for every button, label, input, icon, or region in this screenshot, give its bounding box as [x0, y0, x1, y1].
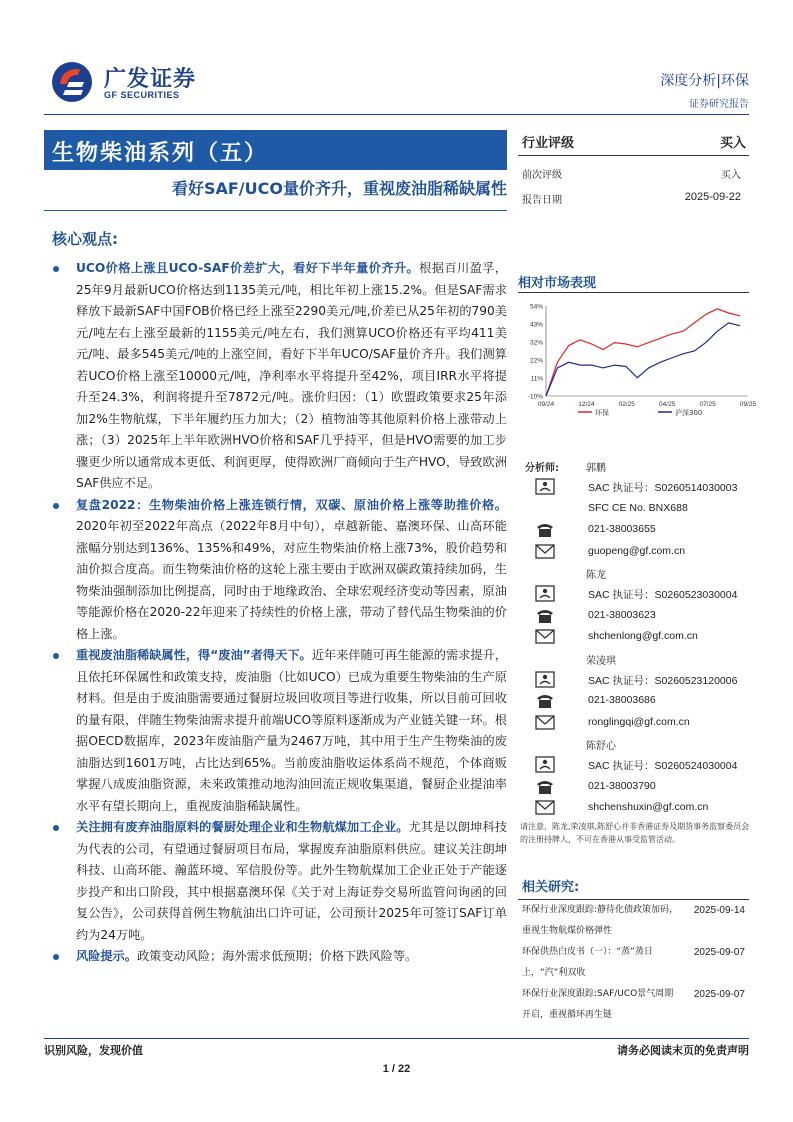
analyst-phone: 021-38003686 [588, 694, 656, 707]
analyst-phone: 021-38003790 [588, 779, 656, 792]
id-card-icon [534, 585, 556, 602]
y-tick-label: 32% [529, 339, 543, 347]
core-point [51, 817, 507, 946]
gf-logo-icon [50, 60, 94, 104]
phone-icon [534, 607, 556, 624]
x-tick-label: 09/25 [739, 401, 757, 408]
report-date-label: 报告日期 [522, 195, 562, 206]
analyst-sac: SAC 执证号：S0260524030004 [588, 760, 738, 773]
research-item[interactable] [518, 942, 749, 984]
analyst-email-row [520, 626, 750, 647]
analyst-phone-row [520, 605, 750, 626]
research-item[interactable] [518, 900, 749, 942]
research-item-date: 2025-09-07 [693, 947, 745, 958]
email-icon [534, 714, 556, 731]
footer-disclaimer-note: 请务必阅读末页的免责声明 [617, 1044, 749, 1057]
prev-rating-label: 前次评级 [522, 170, 562, 181]
x-tick-label: 12/24 [578, 401, 595, 408]
analyst-sac-row [520, 669, 750, 690]
x-tick-label: 02/25 [618, 401, 635, 408]
core-point [51, 946, 507, 968]
gf-logo [50, 60, 215, 110]
bullet-icon [53, 825, 59, 831]
y-tick-label: 11% [530, 375, 543, 383]
analyst-email-row [520, 541, 750, 562]
y-tick-label: 22% [529, 357, 543, 365]
analyst-phone-row [520, 519, 750, 540]
analyst-sfc-row [520, 498, 750, 519]
core-point-text: 近年来伴随可再生能源的需求提升，且依托环保属性和政策支持，废油脂（比如UCO）已成为重要生物柴油的生产原材料。但是由于废油脂需要通过餐厨垃圾回收项目等进行收集，所以目前可回收的量有限，伴随生物柴油需求提升前端UCO等原料逐渐成为产业链关键一环。根据OECD数据库，2023年废油脂产量为2467万吨，其中用于生产生物柴油的废油脂达到1601万吨，占比达到65%。当前废油脂收运体系尚不规范，个体商贩掌握八成废油脂资源，未来政策推动地沟油回流正规收集渠道，餐厨企业提油率水平有望长期向上，重视废油脂稀缺属性。 [76, 648, 507, 813]
research-item-title[interactable]: 环保供热白皮书（一）：“蒸”蒸日上，“汽”利双收 [522, 947, 653, 978]
analyst-sac-row [520, 754, 750, 775]
analyst-phone: 021-38003623 [588, 608, 656, 621]
core-point-text: 政策变动风险；海外需求低预期；价格下跌风险等。 [136, 949, 418, 963]
analyst-name-row [520, 455, 750, 476]
research-item-title[interactable]: 环保行业深度跟踪:静待化债政策加码，重视生物航煤价格弹性 [522, 905, 679, 936]
analyst-sac-row [520, 476, 750, 497]
research-item-date: 2025-09-14 [693, 905, 745, 916]
report-date-row [518, 181, 749, 206]
brand-name-en: GF SECURITIES [104, 90, 180, 100]
prev-rating-value: 买入 [721, 170, 741, 181]
analyst-phone: 021-38003655 [588, 523, 656, 536]
relative-performance-chart [518, 300, 757, 424]
analyst-sac: SAC 执证号：S0260523120006 [588, 674, 738, 687]
analyst-name: 郭鹏 [586, 463, 606, 474]
core-point-heading: 风险提示。 [76, 949, 137, 963]
analyst-name: 陈龙 [586, 569, 606, 581]
analyst-email-row [520, 712, 750, 733]
id-card-icon [534, 756, 556, 773]
rating-value: 买入 [719, 136, 746, 151]
analyst-email: guopeng@gf.com.cn [588, 544, 686, 557]
analyst-sac: SAC 执证号：S0260514030003 [588, 482, 738, 495]
analyst-disclaimer: 请注意，陈龙,荣凌琪,陈舒心并非香港证券及期货事务监察委员会的注册持牌人，不可在香港从事受监管活动。 [520, 822, 750, 844]
core-point-heading: UCO价格上涨且UCO-SAF价差扩大，看好下半年量价齐升。 [76, 261, 420, 275]
core-point-text: 根据百川盈孚，25年9月最新UCO价格达到1135美元/吨，相比年初上涨15.2%。但是SAF需求释放下最新SAF中国FOB价格已经上涨至2290美元/吨,价差已从25年初的790美元/吨左右上涨至最新的1155美元/吨左右，我们测算UCO价格还有平均411美元/吨、最多545美元/吨的上涨空间，看好下半年UCO/SAF量价齐升。我们测算若UCO价格上涨至10000元/吨，净利率水平将提升至42%，项目IRR水平将提升至24.3%，利润将提升至7872元/吨。涨价归因：（1）欧盟政策要求25年添加2%生物航煤，下半年履约压力加大；（2）植物油等其他原料价格上涨带动上涨；（3）2025年上半年欧洲HVO价格和SAF几乎持平，但是HVO需要的加工步骤更少所以通常成本更低、利润更厚，使得欧洲厂商倾向于生产HVO，导致欧洲SAF供应不足。 [76, 261, 507, 490]
phone-icon [534, 692, 556, 709]
analyst-name-row [520, 733, 750, 754]
x-tick-label: 07/25 [699, 401, 716, 408]
core-views-body [51, 258, 507, 968]
bullet-icon [53, 503, 59, 509]
analyst-email: ronglingqi@gf.com.cn [588, 715, 690, 728]
analyst-name: 陈舒心 [586, 741, 616, 753]
analyst-name: 荣凌琪 [586, 655, 616, 667]
series-line-环保 [546, 309, 740, 396]
related-research [518, 870, 749, 1026]
analyst-panel [520, 455, 750, 819]
rating-box [518, 130, 749, 206]
report-date-value: 2025-09-22 [684, 191, 741, 203]
title-bar [44, 130, 507, 170]
bullet-icon [53, 266, 59, 272]
report-header [660, 70, 749, 110]
market-performance-title: 相对市场表现 [518, 276, 597, 291]
prev-rating-row [518, 156, 749, 181]
core-point [51, 495, 507, 646]
y-tick-label: 43% [529, 321, 543, 329]
core-views-title: 核心观点: [52, 230, 118, 248]
id-card-icon [534, 478, 556, 495]
email-icon [534, 543, 556, 560]
core-point-heading: 重视废油脂稀缺属性，得“废油”者得天下。 [76, 648, 312, 662]
brand-name-cn: 广发证券 [104, 67, 197, 92]
footer-divider [44, 1038, 749, 1039]
footer-slogan: 识别风险，发现价值 [44, 1044, 143, 1057]
id-card-icon [534, 671, 556, 688]
report-title: 生物柴油系列（五） [52, 140, 269, 166]
report-subtitle: 看好SAF/UCO量价齐升，重视废油脂稀缺属性 [171, 179, 507, 198]
core-point-text: 2020年初至2022年高点（2022年8月中旬），卓越新能、嘉澳环保、山高环能涨幅分别达到136%、135%和49%，对应生物柴油价格上涨73%，股价趋势和油价拟合度高。而生物柴油价格的这轮上涨主要由于欧洲双碳政策持续加码，生物柴油强制添加比例提高，同时由于地缘政治、全球宏观经济变动等因素，原油等能源价格在2020-22年迎来了持续性的价格上涨，带动了替代品生物柴油的价格上涨。 [76, 519, 507, 641]
x-tick-label: 09/24 [537, 401, 555, 408]
analyst-name-row [520, 562, 750, 583]
bullet-icon [53, 653, 59, 659]
rating-label: 行业评级 [522, 136, 575, 151]
research-title: 相关研究: [518, 870, 749, 900]
report-subtype: 证券研究报告 [689, 99, 749, 110]
report-type: 深度分析|环保 [660, 73, 749, 89]
analyst-email-row [520, 797, 750, 818]
analyst-label: 分析师: [525, 463, 559, 474]
phone-icon [534, 778, 556, 795]
analyst-sac-row [520, 583, 750, 604]
email-icon [534, 628, 556, 645]
phone-icon [534, 521, 556, 538]
series-line-沪深300 [546, 323, 740, 396]
core-point-text: 尤其是以朗坤科技为代表的公司，有望通过餐厨项目布局，掌握废弃油脂原料供应。建议关注朗坤科技、山高环能、瀚蓝环境、军信股份等。此外生物航煤加工企业正处于产能逐步投产和出口阶段，其中根据嘉澳环保《关于对上海证券交易所监管问询函的回复公告》，公司获得首例生物航油出口许可证，公司预计2025年可签订SAF订单约为24万吨。 [76, 820, 508, 942]
subtitle-divider [44, 210, 507, 211]
y-tick-label: 54% [529, 303, 543, 311]
analyst-sfc: SFC CE No. BNX688 [588, 501, 688, 514]
y-tick-label: -10% [527, 393, 543, 401]
analyst-email: shchenlong@gf.com.cn [588, 630, 698, 643]
header-divider [44, 114, 749, 115]
email-icon [534, 799, 556, 816]
core-point-heading: 关注拥有废弃油脂原料的餐厨处理企业和生物航煤加工企业。 [76, 820, 409, 834]
core-point [51, 645, 507, 817]
core-point-heading: 复盘2022：生物柴油价格上涨连锁行情，双碳、原油价格上涨等助推价格。 [76, 497, 507, 512]
x-tick-label: 04/25 [659, 401, 676, 408]
research-item-title[interactable]: 环保行业深度跟踪:SAF/UCO景气周期开启，重视循环再生链 [522, 989, 674, 1020]
analyst-phone-row [520, 690, 750, 711]
legend-label: 沪深300 [675, 409, 703, 417]
bullet-icon [53, 954, 59, 960]
analyst-sac: SAC 执证号：S0260523030004 [588, 589, 738, 602]
core-point [51, 258, 507, 495]
research-item[interactable] [518, 984, 749, 1026]
market-divider [518, 292, 749, 293]
analyst-phone-row [520, 776, 750, 797]
research-item-date: 2025-09-07 [693, 989, 745, 1000]
legend-label: 环保 [595, 409, 609, 417]
rating-header [518, 130, 749, 156]
analyst-name-row [520, 648, 750, 669]
analyst-email: shchenshuxin@gf.com.cn [588, 801, 709, 814]
page-number: 1 / 22 [382, 1063, 411, 1075]
